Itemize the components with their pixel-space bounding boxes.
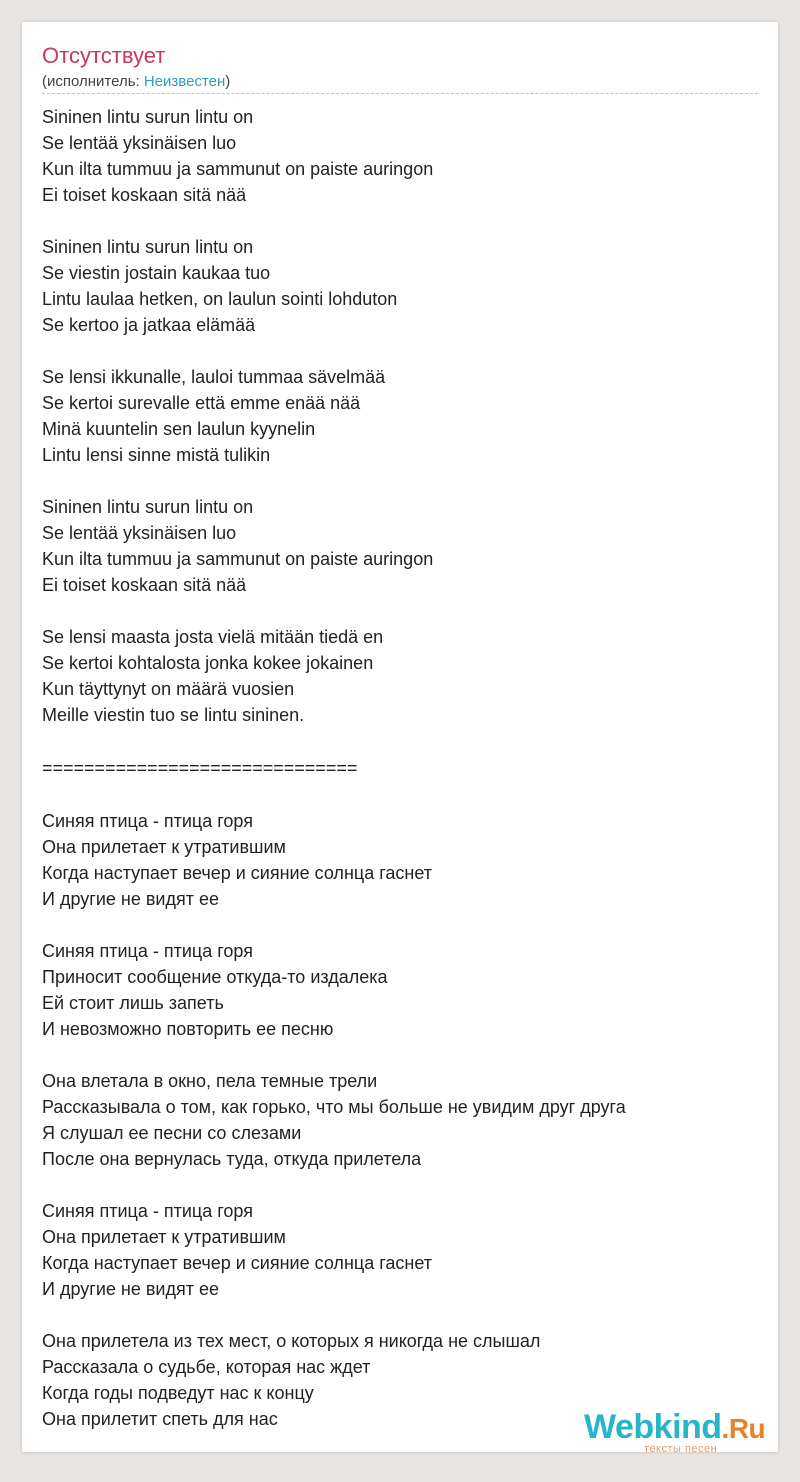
lyric-line: Она прилетела из тех мест, о которых я никогда не слышал xyxy=(42,1331,541,1351)
lyric-line: Синяя птица - птица горя xyxy=(42,811,253,831)
lyric-line: Se lentää yksinäisen luo xyxy=(42,523,237,543)
lyric-line: Ей стоит лишь запеть xyxy=(42,993,224,1013)
lyric-line: Se lentää yksinäisen luo xyxy=(42,133,237,153)
stanza xyxy=(42,1198,758,1302)
stanza xyxy=(42,808,758,912)
lyric-line: Ei toiset koskaan sitä nää xyxy=(42,575,247,595)
lyric-line: Kun täyttynyt on määrä vuosien xyxy=(42,679,295,699)
lyric-line: И другие не видят ее xyxy=(42,1279,219,1299)
lyric-line: Se kertoo ja jatkaa elämää xyxy=(42,315,256,335)
lyric-line: Она прилетает к утратившим xyxy=(42,1227,286,1247)
lyric-line: Kun ilta tummuu ja sammunut on paiste auringon xyxy=(42,159,434,179)
lyric-line: Se lensi maasta josta vielä mitään tiedä en xyxy=(42,627,384,647)
song-title: Отсутствует xyxy=(42,43,166,68)
lyric-line: Когда годы подведут нас к концу xyxy=(42,1383,314,1403)
stanza xyxy=(42,624,758,728)
lyric-line: Sininen lintu surun lintu on xyxy=(42,497,254,517)
lyric-line: Рассказала о судьбе, которая нас ждет xyxy=(42,1357,371,1377)
lyric-line: После она вернулась туда, откуда прилетела xyxy=(42,1149,422,1169)
stanza xyxy=(42,234,758,338)
lyric-line: Рассказывала о том, как горько, что мы больше не увидим друг друга xyxy=(42,1097,626,1117)
lyric-line: Se kertoi kohtalosta jonka kokee jokainen xyxy=(42,653,374,673)
lyrics-ru xyxy=(42,808,758,1432)
artist-suffix: ) xyxy=(225,73,231,90)
lyric-line: Meille viestin tuo se lintu sininen. xyxy=(42,705,305,725)
lyric-line: Когда наступает вечер и сияние солнца гаснет xyxy=(42,863,432,883)
lyric-line: Minä kuuntelin sen laulun kyynelin xyxy=(42,419,316,439)
lyric-line: Я слушал ее песни со слезами xyxy=(42,1123,302,1143)
header-divider xyxy=(42,93,758,94)
lyric-line: Когда наступает вечер и сияние солнца гаснет xyxy=(42,1253,432,1273)
lyric-line: И другие не видят ее xyxy=(42,889,219,909)
lyric-line: Se viestin jostain kaukaa tuo xyxy=(42,263,271,283)
lyric-line: Sininen lintu surun lintu on xyxy=(42,237,254,257)
lyric-line: Она прилетает к утратившим xyxy=(42,837,286,857)
lyric-line: Se kertoi surevalle että emme enää nää xyxy=(42,393,361,413)
artist-prefix: (исполнитель: xyxy=(42,73,144,90)
stanza xyxy=(42,938,758,1042)
lyrics-fi xyxy=(42,104,758,728)
lyric-line: И невозможно повторить ее песню xyxy=(42,1019,334,1039)
lyric-line: Она прилетит спеть для нас xyxy=(42,1409,278,1429)
lyric-line: Kun ilta tummuu ja sammunut on paiste auringon xyxy=(42,549,434,569)
lyric-line: Ei toiset koskaan sitä nää xyxy=(42,185,247,205)
lyric-line: Lintu laulaa hetken, on laulun sointi lohduton xyxy=(42,289,398,309)
lyric-line: Sininen lintu surun lintu on xyxy=(42,107,254,127)
logo-main-text: Webkind xyxy=(584,1408,722,1446)
stanza xyxy=(42,494,758,598)
lyrics-card xyxy=(22,22,778,1455)
lyrics-body xyxy=(42,104,758,1432)
lyrics-separator: ============================== xyxy=(42,758,358,778)
lyric-line: Se lensi ikkunalle, lauloi tummaa sävelmää xyxy=(42,367,386,387)
logo-suffix: .Ru xyxy=(721,1413,766,1444)
artist-link[interactable]: Неизвестен xyxy=(143,73,226,90)
stanza xyxy=(42,1068,758,1172)
artist-line xyxy=(42,72,230,92)
lyric-line: Приносит сообщение откуда-то издалека xyxy=(42,967,388,987)
lyric-line: Синяя птица - птица горя xyxy=(42,941,253,961)
stanza xyxy=(42,104,758,208)
lyric-line: Синяя птица - птица горя xyxy=(42,1201,253,1221)
logo-tagline: тексты песен xyxy=(644,1443,718,1455)
lyric-line: Она влетала в окно, пела темные трели xyxy=(42,1071,378,1091)
site-logo[interactable] xyxy=(584,1407,784,1455)
lyric-line: Lintu lensi sinne mistä tulikin xyxy=(42,445,271,465)
stanza xyxy=(42,364,758,468)
